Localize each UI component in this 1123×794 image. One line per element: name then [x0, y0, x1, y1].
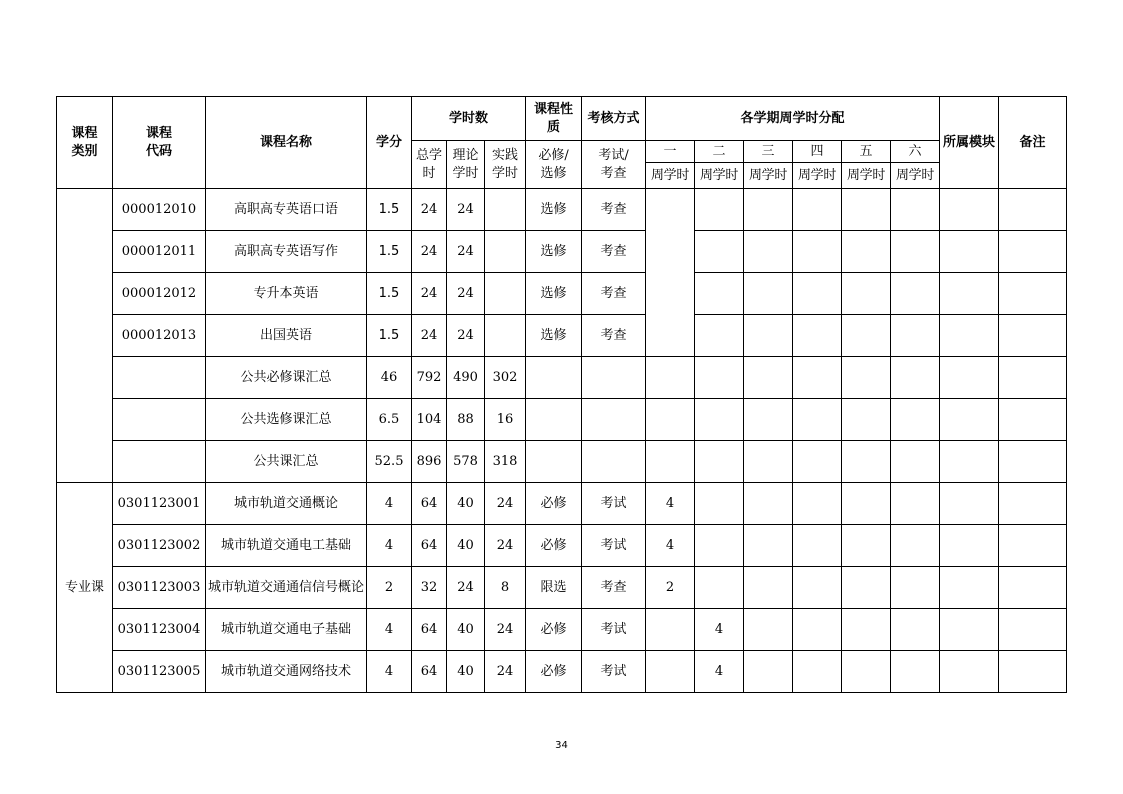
- course-credit: 4: [367, 651, 412, 693]
- course-name: 城市轨道交通电工基础: [206, 525, 367, 567]
- course-practice: 24: [485, 525, 526, 567]
- course-theory: 40: [447, 609, 485, 651]
- semester-5: 五: [842, 141, 891, 163]
- header-module: 所属模块: [940, 97, 999, 189]
- course-practice: 8: [485, 567, 526, 609]
- course-code: 0301123005: [113, 651, 206, 693]
- course-table: [56, 96, 1067, 693]
- header-name: 课程名称: [206, 97, 367, 189]
- course-total: 24: [412, 273, 447, 315]
- week-hours-1: 周学时: [646, 163, 695, 189]
- course-credit: 1.5: [367, 315, 412, 357]
- course-code: 0301123001: [113, 483, 206, 525]
- week-hours-s1: 4: [646, 483, 695, 525]
- week-hours-s2: [695, 525, 744, 567]
- week-hours-s2: [695, 483, 744, 525]
- week-hours-s2: [695, 567, 744, 609]
- course-code: 000012013: [113, 315, 206, 357]
- summary-total: 792: [412, 357, 447, 399]
- course-practice: [485, 273, 526, 315]
- semester-1-merged: [646, 189, 695, 357]
- summary-name: 公共必修课汇总: [206, 357, 367, 399]
- course-code: 000012010: [113, 189, 206, 231]
- course-assess: 考试: [582, 609, 646, 651]
- course-nature: 选修: [526, 231, 582, 273]
- course-practice: [485, 189, 526, 231]
- course-name: 专升本英语: [206, 273, 367, 315]
- course-theory: 40: [447, 651, 485, 693]
- course-theory: 24: [447, 231, 485, 273]
- header-total-hours: 总学 时: [412, 141, 447, 189]
- table-row: [57, 609, 1067, 651]
- course-assess: 考查: [582, 231, 646, 273]
- course-credit: 4: [367, 483, 412, 525]
- course-practice: 24: [485, 483, 526, 525]
- course-name: 城市轨道交通通信信号概论: [206, 567, 367, 609]
- course-total: 24: [412, 189, 447, 231]
- page-number: 34: [555, 740, 568, 751]
- course-credit: 4: [367, 609, 412, 651]
- course-code: 0301123004: [113, 609, 206, 651]
- course-assess: 考查: [582, 189, 646, 231]
- summary-total: 896: [412, 441, 447, 483]
- summary-credit: 6.5: [367, 399, 412, 441]
- summary-credit: 52.5: [367, 441, 412, 483]
- semester-1: 一: [646, 141, 695, 163]
- course-code: 000012011: [113, 231, 206, 273]
- summary-practice: 16: [485, 399, 526, 441]
- course-theory: 24: [447, 189, 485, 231]
- header-code: 课程 代码: [113, 97, 206, 189]
- course-theory: 40: [447, 525, 485, 567]
- table-row: [57, 231, 1067, 273]
- category-cell-public: [57, 189, 113, 483]
- course-theory: 40: [447, 483, 485, 525]
- semester-3: 三: [744, 141, 793, 163]
- course-total: 24: [412, 231, 447, 273]
- course-total: 24: [412, 315, 447, 357]
- course-assess: 考查: [582, 273, 646, 315]
- course-theory: 24: [447, 567, 485, 609]
- course-total: 32: [412, 567, 447, 609]
- course-name: 城市轨道交通电子基础: [206, 609, 367, 651]
- week-hours-3: 周学时: [744, 163, 793, 189]
- summary-practice: 302: [485, 357, 526, 399]
- semester-6: 六: [891, 141, 940, 163]
- table-row: [57, 567, 1067, 609]
- week-hours-s1: 4: [646, 525, 695, 567]
- header-hours: 学时数: [412, 97, 526, 141]
- summary-name: 公共选修课汇总: [206, 399, 367, 441]
- course-theory: 24: [447, 315, 485, 357]
- header-theory-hours: 理论 学时: [447, 141, 485, 189]
- course-practice: [485, 315, 526, 357]
- summary-credit: 46: [367, 357, 412, 399]
- course-credit: 2: [367, 567, 412, 609]
- header-assessment: 考核方式: [582, 97, 646, 141]
- course-practice: 24: [485, 609, 526, 651]
- course-code: 0301123002: [113, 525, 206, 567]
- course-nature: 选修: [526, 273, 582, 315]
- header-remark: 备注: [999, 97, 1067, 189]
- week-hours-s1: 2: [646, 567, 695, 609]
- header-nature: 课程性 质: [526, 97, 582, 141]
- course-total: 64: [412, 483, 447, 525]
- course-code: 000012012: [113, 273, 206, 315]
- summary-theory: 88: [447, 399, 485, 441]
- week-hours-6: 周学时: [891, 163, 940, 189]
- semester-2: 二: [695, 141, 744, 163]
- course-code: 0301123003: [113, 567, 206, 609]
- semester-4: 四: [793, 141, 842, 163]
- header-category: 课程 类别: [57, 97, 113, 189]
- course-theory: 24: [447, 273, 485, 315]
- week-hours-s2: 4: [695, 651, 744, 693]
- summary-theory: 578: [447, 441, 485, 483]
- table-row: [57, 483, 1067, 525]
- table-row: [57, 651, 1067, 693]
- course-assess: 考试: [582, 525, 646, 567]
- course-credit: 1.5: [367, 273, 412, 315]
- summary-row: [57, 399, 1067, 441]
- summary-row: [57, 357, 1067, 399]
- header-practice-hours: 实践 学时: [485, 141, 526, 189]
- week-hours-s1: [646, 609, 695, 651]
- course-nature: 必修: [526, 483, 582, 525]
- course-assess: 考查: [582, 315, 646, 357]
- course-nature: 选修: [526, 315, 582, 357]
- summary-theory: 490: [447, 357, 485, 399]
- course-assess: 考试: [582, 651, 646, 693]
- summary-row: [57, 441, 1067, 483]
- course-practice: [485, 231, 526, 273]
- course-nature: 必修: [526, 525, 582, 567]
- week-hours-s2: 4: [695, 609, 744, 651]
- header-credit: 学分: [367, 97, 412, 189]
- course-assess: 考查: [582, 567, 646, 609]
- table-row: [57, 273, 1067, 315]
- course-total: 64: [412, 609, 447, 651]
- course-credit: 4: [367, 525, 412, 567]
- course-total: 64: [412, 651, 447, 693]
- table-row: [57, 525, 1067, 567]
- header-assessment-sub: 考试/ 考查: [582, 141, 646, 189]
- header-semester-dist: 各学期周学时分配: [646, 97, 940, 141]
- course-nature: 限选: [526, 567, 582, 609]
- table-row: [57, 189, 1067, 231]
- course-assess: 考试: [582, 483, 646, 525]
- course-name: 城市轨道交通概论: [206, 483, 367, 525]
- course-nature: 选修: [526, 189, 582, 231]
- summary-total: 104: [412, 399, 447, 441]
- course-credit: 1.5: [367, 189, 412, 231]
- summary-practice: 318: [485, 441, 526, 483]
- week-hours-s1: [646, 651, 695, 693]
- course-name: 城市轨道交通网络技术: [206, 651, 367, 693]
- table-row: [57, 315, 1067, 357]
- course-nature: 必修: [526, 609, 582, 651]
- course-credit: 1.5: [367, 231, 412, 273]
- summary-name: 公共课汇总: [206, 441, 367, 483]
- course-name: 高职高专英语口语: [206, 189, 367, 231]
- category-cell-major: 专业课: [57, 483, 113, 693]
- header-nature-sub: 必修/ 选修: [526, 141, 582, 189]
- course-total: 64: [412, 525, 447, 567]
- course-name: 出国英语: [206, 315, 367, 357]
- course-name: 高职高专英语写作: [206, 231, 367, 273]
- course-nature: 必修: [526, 651, 582, 693]
- week-hours-4: 周学时: [793, 163, 842, 189]
- week-hours-5: 周学时: [842, 163, 891, 189]
- week-hours-2: 周学时: [695, 163, 744, 189]
- course-practice: 24: [485, 651, 526, 693]
